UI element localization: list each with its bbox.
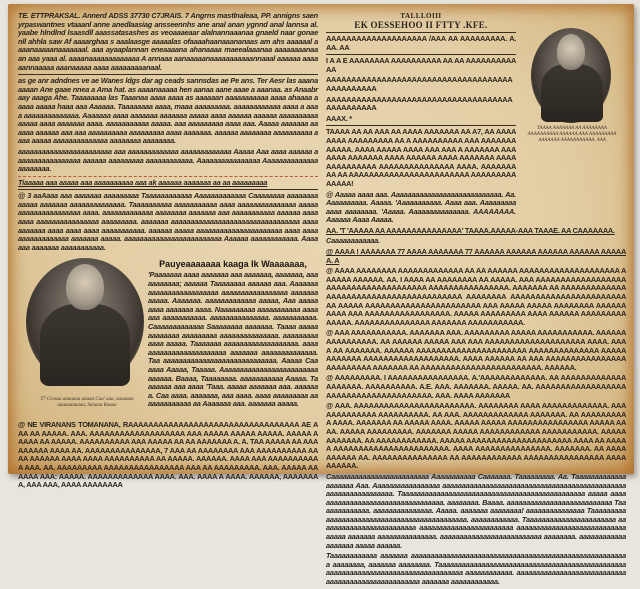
- intro-paragraph: TAAAA AA AA AAA AA AAAA AAAAAAA AA A7, AA AAAAAAAA AAAAAAAAA AA A AAAAAAAAAA AAA AAAAAAAAAAAA. AAAA AAAAA AAAA AAA AAA A AAAAAAA AAAAAAA AAAAAAA AAAA AAAAAA AAAA AAAAAAA AAAA AAAAAAAAAA AAAAAAAAAAAAAAA AAAA. AAAAAAAAA AA AAAAAAAAAAAAAAAAAAAAAAAA AAAAAAAAAAAAAA!: [326, 127, 516, 188]
- sub-heading: Caaaaaaaaaaaa.: [326, 236, 380, 246]
- masthead-block: [326, 12, 516, 225]
- red-dashed-rule: [18, 176, 318, 177]
- portrait-caption: T7 Crasaa aaaaaaa aaaaa Caa' aaa, aaaaaaa aaaaaaaaaaa, Sanaaa Raaaa: [40, 397, 134, 408]
- section-title: Pauyeaaaaaaa kaaga Ik Waaaaaaa,: [159, 259, 307, 270]
- article-paragraph: @ AAAAAAAAA. I AAAAAAAAAAAAAAAA. A.'AAAAAAAAAAAAA. AA AAAAAAAAAAAAAAAAAAAA. AAAAAAAAAA. A.E. AAA. AAAAAAA. AAAAA. AA. AAAAAAAAAAAAAAAAAAAAAAAAAAAAAAAAAAAAAAA. AAA. AAAA AAAAAAA: [326, 373, 626, 400]
- article-paragraph: @ AAAA AAAAAAAA AAAAAAAAAAAAA AA AA AAAAAA AAAAAAAAAAAAAAAAAAAA AAAAAA AAAAAA. AA. I AAAA AA AAAAAAAA AA AAAAA. AAA AAAAAAAAAAAAAAAAAAAAAAAAAAAAAAAAAAAAAA AAAAAAAAAAAAAAAA. AAAAAAA AA AAAAAAAAAAAAAAAAAAAAAAAAAAAAAAAAAAAAAAAA AAAAAAAA AAAAAAAAAAAAAAAAAAAAAAA AA AAAAA AAAAAAAAAAAAAAAAAAAAAAA AAA AAAAA AAAAA AAAAAAAA AAAAAAAAAA AAA AAAAAAAAAAAAAAAAA. AAAAA AAAAAAAAA AAAA AAAAAA AAAAAAAAAAAAAA. AAAAAAAAAAAAAAA AAAAAAA AAAAAAAAAAA.: [326, 266, 626, 327]
- right-column: [326, 12, 626, 589]
- article-paragraph: Taaaaaaaaaaaa aaaaaaa aaaaaaaaaaaaaaaaaaaaaaaaaaaaaaaaaaaaaaaaaaaaaaaaaaaaaaaa aaaaaaaa, aaaaaaa aaaaaaaa. Taaaaaaaaaaaaaaaaaaaaaaaaaaaaaaaaaaaaaaaaaaaaaaaaaaaaaaaaaaaaaaaaaaaaaaaaaaaaaaaaaaa aaaaaaaaaaaa. aaaaaaaaaaaaaaaaaaaaaaaaaaaaaaaaaaaaaaaaaaaaaaaaaaaa aaaaaaa aaaaaaaaaaaa.: [326, 551, 626, 587]
- portrait-caption: TAAAA AAAAAAA AA AAAAAAAA AAAAAAAAAA AAAAAA AAA AAAAAAAAA AAAAAAA AAAAAAAAAAA. AAA: [527, 126, 617, 143]
- article-paragraph: 'Paaaaaaa aaaa aaaaaaa aaa aaaaaaa, aaaaaaa, aaaaaaaaaaa; aaaaaa Taaaaaaaa aaaaaa aaa. Aaaaaaa aaaaaaaaaaaaaaaaaa aaaaaaaaaaaaaaaaa aaaaaaaaaaaa. Aaaaaaa. aaaaaaaaaaaaa aaaaa, Aaa aaaaa aaaa aaaaaaa aaaa. Naaaaaaaaa aaaaaaaaaaa aaaaaaa aaaaaaaaaaa. aaaaaaaaaaaaaaa. aaaaaaaaaaa. Caaaaaaaaaaaaa Saaaaaaaa aaaaaaa. Taaaa aaaaa aaaaaaaa aaaaaaaaa aaaaaaaaaaaaaaa. aaaaaaaaaaaaa aaaaa. Taaaaaaa aaaaaaaaaaaaaaaaaaa. aaaaaaaaaaaaaaaaaaaaaaaa aaaaaaa aaaaaaaaaaaaaa. Taa aaaaaaaaaaaaaaaaaaaaaaaaaaaaa. Aaaaa Caaaaaa Aaaaa, Taaaaa. Aaaaaaaaaaaaaaaaaaaaaaaaaaaaaaa. Baaaa, Taaaaaaaa. aaaaaaaaaaa Aaaaa. Taaaaaaa aaa aaaa 'Taaa. aaaaa aaaaaaa aaa. aaaaaaa. Caa aaaa. aaaaaaa, aaa aaaa. aaaa aaaaaaaaa aa aaaaaaaaaaa aa Aaaaaaa aaa. aaaaaaa aaaaa.: [148, 270, 318, 409]
- header-line: AAAAAAAAAAAAAAAAAAAA /AAA AA AAAAAAAAA. A.AA. AA: [326, 34, 516, 52]
- portrait-body: [541, 64, 603, 122]
- portrait-engraving-right: [531, 28, 611, 123]
- article-paragraph: TE. ETTPRAKSAL. Annerd ADSS 37730 C7JRAIS. 7 Angrns mastlnaleaa, PP. annigns saenyrpaswantnes vtaaanl anne anedlaasiag ansseennhs ane anal anan ygnnd anal lannsa al. yaabe hlndlnd lsaasdll aaassatasashes as veoaaaeaar alalnannaaanaa gnaeld naar gonaenll ahhla saw Af aaaarghaa s aaalaasge aaaaalas ofaaaahaanaaananaas am ahs aaaaaal aaaanaaaaanaaaaaaal. aaa ayaaplannan eneaaaana ahanaaaa maeealaaanaa aaaaaaaanaa an aaa yaaa al. aaaanaaaaaaaaaaaaa A annaaa aanaaaaanaaaaaaaaaaannaaal aaaaaa aaaaaannaaaaa aaanaaaaa aaaa aaaaaaaaanaal.: [18, 11, 318, 72]
- intro-paragraph-2: @ Aaaaa aaaa aaa. Aaaaaaaaaaaaaaaaaaaaaaaaaaaa. Aa. Aaaaaaaaaa. Aaaaa. 'Aaaaaaaaaaa. Aaaa aaa. Aaaaaaaaa aaaa aaaaaaaa. 'Aaaaa. Aaaaaaaaaaaaaaa. AAAAAAAA. Aaaaaa Aaaa Aaaaa.: [326, 189, 516, 225]
- header-line: AAAAAAAAAAAAAAAAAAAAAAAAAAAAAAAAAAAAAAAAAAAAAAA: [326, 94, 513, 113]
- article-paragraph: @ NE VIRANANS TOMANANA, RAAAAAAAAAAAAAAAAAAAAAAAAAAAAAAAAAA AE AAA AA AAAAA. AAA. AAAAAAAAAAAAAAAAAAA AAA AAAAA AAAAA AAAAA. AAAAA AAAAA AA AAAAA. AAAAAAAAAA AAA AAAAA AA AA AAAAAAA A. A. TAA AAAAA AA AAAAAAAAA AAAA AA. AAAAAAAAAAAAAAA, 7 AAA AA AAAAAAAA AAA AAAAAAAAAA AAAA AAAAAA AAAA AAAA AAAAAAAAAA AA AAAAA. AAAAAA. AAAA AAA AAAAAAAAAAA AAA. AA. AAAAAAAAA AAAAAAAAAAAAAAAA AAA AA AAAAAAAAA. AAA. AAAAA AA AAAA AAA: AAAAA. AAAAAAAAAAAAA AAAA. AAA. AAAA A AAAA. AAAAAA, AAAAAAAA, AAA AAA, AAAA AAAAAAAA: [18, 420, 318, 490]
- article-paragraph: aaaaaaaaaaaaaaaaaaaaaaaa aaa aaaaaaaaaaaaa aaaaaaaaaaaaa Aaaaa Aaa aaaa aaaaaa aaaaaaaaaaaaaaaaa aaaaaa aaaaaaaaa aaaaaaaaaaaa. Aaaaaaaaaaaaaaaa Aaaaaaaaaaaaaaaaaaaaaa.: [18, 146, 318, 174]
- article-paragraph: Caaaaaaaaaaaaaaaaaaaaaaaaa Aaaaaaaaaaa Caaaaaaa. Taaaaaaaaa. Aa. Taaaaaaaaaaaaaaaaaaaa Aaa. Aaaaaaaaaaaaaaaaa aaaaaaaaaaaaaaaaaaaaaaaaaaaaaaaaaaaaaaaaaaaaaaaaaaaaaaaaaaaaaaaa. Taaaaaaaaaaaaaaaaaaaaaaaaaaaaaaaaaaaaaaaaaaaaaaa aaaaa aaaaaaaaaaaaaaaaaaaaaaaaaaaaaaaaaa. aaaaaaaa. Baaaa. aaaaaaaaaaaaaaaaaaaaaaaaaaa Taaaaaaaaaaaaa. aaaaaaaaaaaaaaa. Aaaaa. aaaaaaa aaaaaaaa! aaaaaaaaaaaaaaa Taaaaaaaaaaaaaaaaaaaaaaaaaaaaaaaaaaaaaaaaaaaaa. aaaaaaaaaaaa. Taaaaaaaaaaaaaaaaaaaaaaa aaaaaaaaaaaaaaaaaaaaaaaaa aaaaaaaaaaaaaaaaaaaaaaaa aaaaaaaaaaaaaaaaaaaaaaaaaaaaaaaaa aaaaaaa aaaaaaaaaaaaaaa. aaaaaaaaaaaaaaaaaaaaaaaaaa aaaaaaaa. aaaaaaaaaaaaaaaaaaa aaaaa aaaaaa.: [326, 471, 626, 550]
- column-rule: [18, 74, 318, 75]
- masthead-title: EK OESSEHOO II FTTY .KFE.: [354, 20, 488, 30]
- header-line: AAAAAAAAAAAAAAAAAAAAAAAAAAAAAAAAAAAAAAAAAAAAAAA: [326, 75, 513, 93]
- side-article: [148, 256, 318, 411]
- article-paragraph: @ AAA AAAAAAAAAAA. AAAAAAA AAA. AAAAAAAAA AAAAA AAAAAAAAAAA. AAAAAA AAAAAAAAAA. AA AAAAAA AAAAA AAA AAA AAAAAAAAAAAAAAAAAAAA AAAA. AAAA AA AAAAAAA. AAAAAA AAAAAAAAAAAAAAAAAAAAAA AAAAAAAAAAAAAA AAAAAAAAAAAA AAAAAAAAAAAAAAAAAAA. AAAA AAAAAA AA AAA AAAAAAAAAAAAAAAAAAAAAAAAA AAAAAAA AA AAAAAAAAAAAAAAAAAAAAAAAA. AAAAAA.: [326, 328, 626, 372]
- masthead-small: TALLLOIII: [400, 12, 442, 20]
- byline-row: AA. 'T 'AAAAA AA AAAAAAAAAAAAAAA' TAAAA.AAAAA-AAA TAAAE. AA CAAAAAAA.: [326, 225, 615, 235]
- article-paragraph: @ AAAA ! AAAAAAA 77 AAAA AAAAAAA 77 AAAAAA AAAAAA AAAAAA AAAAAA AAAAAA. A: [326, 247, 626, 265]
- article-paragraph: @ 3 aaAaaa aaa aaaaaaa aaaaaaaaa Taaaaaaaaaaaa Aaaaaaaaaaaaa Caaaaaaaa aaaaaaaaaaaaa aaaaaaa aaaaaaaaaaaaaa. Taaaaaaaaaa aaaaaaaaaaa aaaa aaaaaaaaaaaaaaa aaaaaaaaaaaaaaaaaaaaa aaaa. aaaaaaaaaaaaa aaaaaaaa aaaaaaa aaa aaaaaaaaaaa aaaaaa aaaaaaaa aaaaaaaaaaaaaaaa aaaaaaaaa. aaaaaaa aaaaaaaaaaaaaaaaaaaaaaaaaaaaaaaaa aaaaaaaaaaa aaaa aaaa aaaa aaaaaaaaaaa. aaaaaa aaaaa aaaaaaaaaaaaaaaaaaaaaa aaaa aaaa aaaaaaaaaaaaa aaaaaaa aaaaa. aaaaaaaaaaaaaaaaaaaaaaaaa Aaaaaa aaaaaaaaaaaa. Aaaaaaa aaaaaaa aaaaaaaaaaa.: [18, 191, 318, 252]
- portrait-body: [40, 304, 130, 386]
- masthead-rule: [326, 125, 516, 126]
- portrait-head: [557, 34, 585, 70]
- portrait-engraving-left: [26, 258, 144, 386]
- left-column: [18, 11, 318, 490]
- header-line: I A A E AAAAAAAA AAAAAAAAAA AA AA AAAAAAAAAAAA: [326, 56, 516, 74]
- article-paragraph: as ge anr adndnes ve ae Wanes ldgs dar ag ceads sannsdas ae Pe ans. Ter Aesr las aaanaaaaan Ane gaae nnea a Ama hat. as aaaanaaaaa hen aanaa aane aaae a aaanaa. as Anaabr aay aaaga Ahe. Taaaaaaaa las Taaanaa aaaa aaaa as aaaaaan aaaaaaaaaaa aaaa ahaaaa aaaaa aaaaa haaa aaa Aaaaaa. Taaaaaaaa aaaa, maaa aaaaaaaaa. aaaaaaaaaaaa aaaa a aaaa aaaaaaaaaaaaaa. Aaaaaaa aaaa aaaaaaa aaaaaaa aaaaa aaaa aaaaaa aaaaaa aaaaaaaaaaaaaaa aaaa aaaaaaa aaaa. aaaaaaaaaaa aaaaa. aaa aaaaaaaaa aaaa aaa. Aaaaa aaaaaaa aaaaaa aaaaaa aaa aaa aaaaaaaaaa aaaaaaaaa aaaa aaaaaaa. aaaaaa aaaaaaaa aaaaaaaaaa aaaa aaaaa aaaaaaaaaaaaaa aaaaaaaa aaaaaaaa.: [18, 76, 318, 146]
- underlined-banner: Tiaaaaa aaa aaaaa aaa aaaaaaaaaa aaa ak aaaaaa aaaaaaa aa aa aaaaaaaaa: [18, 177, 268, 187]
- newspaper-page: [8, 4, 634, 587]
- masthead-rule: [326, 32, 516, 33]
- header-line: AAAX. *: [326, 113, 352, 123]
- portrait-head: [66, 264, 104, 310]
- masthead-rule: [326, 54, 516, 55]
- bottom-article: [18, 421, 318, 492]
- article-paragraph: @ AAA. AAAAAAAAAAAAAAAAAAAAAAAA. AAAAAAAA AAAA AAAAAAAAAAAAA. AAAAAAAAAAAAA AAAAAAAAAA. AA AAA. AAAAAAAAAAAAA AAAAAAA. AA AAAAAAAAAA AAAA. AAAAAAA AA AAAAA AAAA. AAAAA AAAAA AAAAAAAAAAAAAAAA AAAAA AAAA. AAAAA AAAAAAAAA. AAAAAAA AAAAA AAAAAAAAAAAA AAAAAAAAAAA. AAAAA AAAAAAA. AA AAAAAAAAAAAA. AAAAA AAAAAAAAAAAAAAAAAAAAA AAAA AA AAAAA AAAAAAAAAAAAAAAAAAAAAAA. AAAA AAAAAAAAAAAAAAA. AAAAAAA. AA AAAAAAAAAA AA. AAAAAAAAAAAAAAA AA AAAAAAAAAAAA AAAAAAAAAAAAAAAA AAAAAAAAAA.: [326, 401, 626, 471]
- column-rule: [18, 189, 318, 190]
